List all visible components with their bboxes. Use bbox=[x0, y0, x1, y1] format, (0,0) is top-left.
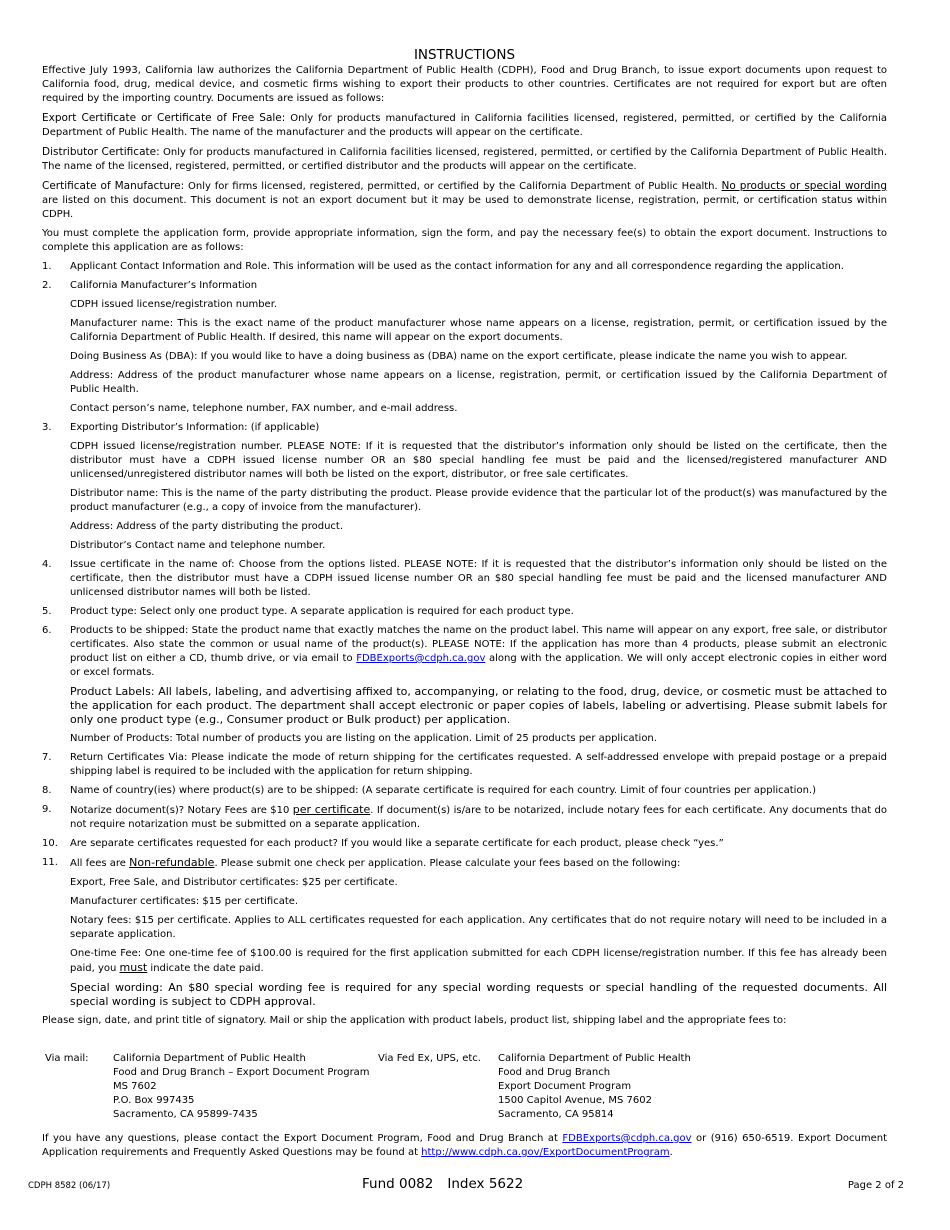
sub-item: Distributor name: This is the name of the party distributing the product. Please provide evidence that the particular lot of the product(s) was manufactured by the product manufacturer (e.g., a copy of invoice from the manufacturer). bbox=[70, 488, 887, 513]
list-item: 10. Are separate certificates requested for each product? If you would like a separate certificate for each product, please check “yes.” bbox=[42, 838, 724, 849]
email-link[interactable]: FDBExports@cdph.ca.gov bbox=[356, 653, 486, 664]
sub-item: Special wording: An $80 special wording fee is required for any special wording requests or special handling of the requested documents. All special wording is subject to CDPH approval. bbox=[70, 981, 887, 1008]
sub-item: Address: Address of the party distributing the product. bbox=[70, 521, 344, 532]
sign-instructions: Please sign, date, and print title of signatory. Mail or ship the application with product labels, product list, shipping label and the appropriate fees to: bbox=[42, 1015, 787, 1026]
sub-item: Manufacturer name: This is the exact name of the product manufacturer whose name appears on a license, registration, permit, or certification issued by the California Department of Public Health. If desired, this name will appear on the export documents. bbox=[70, 318, 887, 343]
sub-item: CDPH issued license/registration number. PLEASE NOTE: If it is requested that the distributor’s information only should be listed on the certificate, then the distributor must have a CDPH issued license number OR an $80 special handling fee must be paid and the licensed/registered manufacturer AND unlicensed/unregistered distributor names will both be listed on the export, distributor, or free sale certificates. bbox=[70, 441, 887, 480]
export-certificate-paragraph: Export Certificate or Certificate of Free Sale: Only for products manufactured in California facilities licensed, registered, permitted, or certified by the California Department of Public Health. The name of the manufacturer and the products will appear on the certificate. bbox=[42, 112, 888, 138]
manufacture-certificate-lead: Certificate of Manufacture: bbox=[42, 180, 185, 192]
list-item: 11. All fees are Non-refundable. Please submit one check per application. Please calculate your fees based on the following: bbox=[42, 856, 681, 869]
mailing-addresses bbox=[42, 1052, 887, 1122]
fedex-address: California Department of Public Health Food and Drug Branch Export Document Program 1500 Capitol Avenue, MS 7602 Sacramento, CA 95814 bbox=[498, 1053, 691, 1120]
distributor-certificate-paragraph: Distributor Certificate: Only for products manufactured in California facilities licensed, registered, permitted, or certified by the California Department of Public Health. The name of the licensed, registered, permitted, or certified distributor and the products will appear on the certificate. bbox=[42, 146, 887, 172]
list-item: 3. Exporting Distributor’s Information: (if applicable) bbox=[42, 422, 320, 433]
list-item: 9. Notarize document(s)? Notary Fees are $10 per certificate. If document(s) is/are to be notarized, include notary fees for each certificate. Any documents that do not require notarization must be submitted on a separate application. bbox=[42, 803, 887, 830]
questions-email-link[interactable]: FDBExports@cdph.ca.gov bbox=[562, 1133, 692, 1144]
sub-item: Address: Address of the product manufacturer whose name appears on a license, registration, permit, or certification issued by the California Department of Public Health. bbox=[70, 370, 887, 395]
questions-paragraph: If you have any questions, please contact the Export Document Program, Food and Drug Branch at FDBExports@cdph.ca.gov or (916) 650-6519. Export Document Application requirements and Frequently Asked Questions may be found at http://www.cdph.ca.gov/ExportDocumentProgram. bbox=[42, 1133, 887, 1158]
export-program-url-link[interactable]: http://www.cdph.ca.gov/ExportDocumentProgram bbox=[421, 1147, 670, 1158]
fedex-label: Via Fed Ex, UPS, etc. bbox=[378, 1053, 481, 1064]
complete-instructions-paragraph: You must complete the application form, provide appropriate information, sign the form, and pay the necessary fee(s) to obtain the export document. Instructions to complete this application are as follows: bbox=[42, 228, 887, 253]
list-item: 5. Product type: Select only one product type. A separate application is required for each product type. bbox=[42, 606, 574, 617]
instructions-page bbox=[42, 46, 887, 1165]
sub-item: Product Labels: All labels, labeling, and advertising affixed to, accompanying, or relating to the food, drug, device, or cosmetic must be attached to the application for each product. The department shall accept electronic or paper copies of labels, labeling or advertising. Please submit labels for only one product type (e.g., Consumer product or Bulk product) per application. bbox=[70, 685, 887, 726]
form-id: CDPH 8582 (06/17) bbox=[28, 1181, 111, 1191]
list-item: 4. Issue certificate in the name of: Choose from the options listed. PLEASE NOTE: If it is requested that the distributor’s information only should be listed on the certificate, then the distributor must have a CDPH issued license number OR an $80 special handling fee must be paid and the licensed manufacturer AND unlicensed distributor names will both be listed. bbox=[42, 559, 887, 598]
mail-label: Via mail: bbox=[45, 1053, 89, 1064]
list-item: 2. California Manufacturer’s Information bbox=[42, 280, 258, 291]
intro-paragraph: Effective July 1993, California law authorizes the California Department of Public Health (CDPH), Food and Drug Branch, to issue export documents upon request to California food, drug, medical device, and cosmetic firms wishing to export their products to other countries. Certificates are not required for export but are often required by the importing country. Documents are issued as follows: bbox=[42, 65, 887, 104]
fund-number: Fund 0082 bbox=[362, 1176, 434, 1192]
sub-item: Notary fees: $15 per certificate. Applies to ALL certificates requested for each application. Any certificates that do not require notary will need to be included in a separate application. bbox=[70, 915, 887, 940]
sub-item: Export, Free Sale, and Distributor certificates: $25 per certificate. bbox=[70, 877, 398, 888]
export-certificate-lead: Export Certificate or Certificate of Free Sale: bbox=[42, 112, 286, 124]
sub-item: Contact person’s name, telephone number, FAX number, and e-mail address. bbox=[70, 403, 458, 414]
index-number: Index 5622 bbox=[447, 1176, 524, 1192]
manufacture-certificate-paragraph: Certificate of Manufacture: Only for firms licensed, registered, permitted, or certified by the California Department of Public Health. No products or special wording are listed on this document. This document is not an export document but it may be used to demonstrate license, registration, permit, or certification status within CDPH. bbox=[42, 180, 887, 220]
list-item: 1. Applicant Contact Information and Role. This information will be used as the contact information for any and all correspondence regarding the application. bbox=[42, 261, 844, 272]
list-item: 7. Return Certificates Via: Please indicate the mode of return shipping for the certificates requested. A self-addressed envelope with prepaid postage or a prepaid shipping label is required to be included with the application for return shipping. bbox=[42, 752, 887, 777]
sub-item: Manufacturer certificates: $15 per certificate. bbox=[70, 896, 299, 907]
list-item: 6. Products to be shipped: State the product name that exactly matches the name on the product label. This name will appear on any export, free sale, or distributor certificates. Also state the common or usual name of the product(s). PLEASE NOTE: If the application has more than 4 products, please submit an electronic product list on either a CD, thumb drive, or via email to FDBExports@cdph.ca.gov along with the application. We will only accept electronic copies in either word or excel formats. bbox=[42, 625, 887, 678]
sub-item: Doing Business As (DBA): If you would like to have a doing business as (DBA) name on the export certificate, please indicate the name you wish to appear. bbox=[70, 351, 848, 362]
fund-index bbox=[362, 1176, 537, 1192]
distributor-certificate-lead: Distributor Certificate: bbox=[42, 146, 160, 158]
sub-item: CDPH issued license/registration number. bbox=[70, 299, 278, 310]
mail-address: California Department of Public Health Food and Drug Branch – Export Document Program MS 7602 P.O. Box 997435 Sacramento, CA 95899-7435 bbox=[113, 1053, 370, 1120]
page-title: INSTRUCTIONS bbox=[413, 47, 516, 63]
sub-item: Distributor’s Contact name and telephone number. bbox=[70, 540, 326, 551]
page-number: Page 2 of 2 bbox=[847, 1180, 904, 1191]
sub-item: Number of Products: Total number of products you are listing on the application. Limit of 25 products per application. bbox=[70, 733, 657, 744]
list-item: 8. Name of country(ies) where product(s) are to be shipped: (A separate certificate is required for each country. Limit of four countries per application.) bbox=[42, 785, 816, 796]
sub-item: One-time Fee: One one-time fee of $100.00 is required for the first application submitted for each CDPH license/registration number. If this fee has already been paid, you must indicate the date paid. bbox=[70, 948, 887, 974]
